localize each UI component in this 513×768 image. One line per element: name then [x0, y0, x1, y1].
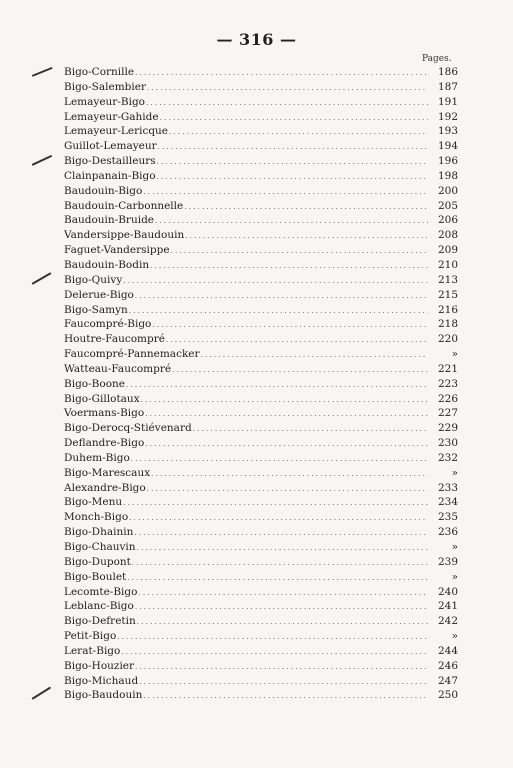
list-item [64, 688, 458, 703]
dot-leader [135, 659, 428, 675]
entry-name: Bigo-Gillotaux [64, 392, 140, 405]
list-item [64, 154, 458, 169]
dot-leader [123, 273, 428, 289]
dot-leader [117, 629, 428, 645]
entry-page-number: 239 [437, 555, 458, 568]
entry-page-number: 198 [437, 169, 458, 182]
dot-leader [135, 288, 428, 304]
entry-name: Bigo-Dupont [64, 555, 131, 568]
entry-page-number: » [451, 541, 458, 553]
dot-leader [146, 95, 428, 111]
dot-leader [158, 139, 428, 155]
entry-page-number: 241 [437, 600, 458, 613]
dot-leader [127, 570, 428, 586]
list-item [64, 510, 458, 525]
entry-name: Watteau-Faucompré [64, 362, 172, 375]
entry-name: Alexandre-Bigo [64, 481, 146, 494]
dot-leader [160, 110, 428, 126]
entry-page-number: 200 [437, 184, 458, 197]
entry-name: Bigo-Defretin [64, 615, 136, 628]
dot-leader [171, 243, 428, 259]
list-item [64, 184, 458, 199]
entry-name: Lemayeur-Bigo [64, 95, 145, 108]
dot-leader [137, 540, 428, 556]
entry-page-number: 210 [437, 258, 458, 271]
dot-leader [150, 258, 428, 274]
dot-leader [169, 124, 428, 140]
dot-leader [131, 451, 428, 467]
entry-page-number: » [451, 466, 458, 479]
entry-page-number: 232 [437, 451, 458, 464]
list-item [64, 481, 458, 496]
pages-column-header: Pages. [422, 54, 452, 64]
entry-page-number: 236 [437, 526, 458, 539]
dot-leader [123, 495, 428, 511]
list-item [64, 555, 458, 570]
list-item [64, 317, 458, 332]
list-item [64, 406, 458, 421]
entry-page-number: 221 [437, 362, 458, 375]
entry-name: Faucompré-Pannemacker [64, 348, 200, 361]
dot-leader [166, 332, 428, 348]
entry-name: Duhem-Bigo [64, 451, 130, 464]
list-item [64, 392, 458, 407]
dot-leader [121, 644, 428, 660]
entry-name: Houtre-Faucompré [64, 333, 165, 346]
dot-leader [143, 688, 428, 704]
dot-leader [139, 674, 428, 690]
list-item [64, 466, 458, 481]
entry-name: Lecomte-Bigo [64, 585, 138, 598]
entry-name: Bigo-Boulet [64, 570, 127, 583]
entry-page-number: 244 [437, 644, 458, 657]
entry-name: Bigo-Salembier [64, 80, 146, 93]
entry-name: Bigo-Marescaux [64, 466, 151, 479]
entry-page-number: 223 [437, 377, 458, 390]
entry-page-number: 206 [437, 214, 458, 227]
entry-page-number: 226 [437, 392, 458, 405]
entry-page-number: 216 [437, 303, 458, 316]
entry-page-number: 215 [437, 288, 458, 301]
dot-leader [129, 510, 428, 526]
entry-page-number: 247 [437, 674, 458, 687]
list-item [64, 243, 458, 258]
entry-name: Lemayeur-Lericque [64, 125, 169, 138]
entry-name: Bigo-Baudouin [64, 689, 143, 702]
entry-name: Baudouin-Bigo [64, 184, 143, 197]
dot-leader [132, 555, 428, 571]
entry-page-number: 230 [437, 437, 458, 450]
pen-tick-mark-icon [31, 687, 51, 700]
page-number: — 316 — [216, 30, 297, 49]
entry-name: Deflandre-Bigo [64, 437, 145, 450]
list-item [64, 139, 458, 154]
list-item [64, 362, 458, 377]
entry-page-number: 218 [437, 318, 458, 331]
entry-name: Faguet-Vandersippe [64, 244, 170, 257]
dot-leader [185, 228, 428, 244]
list-item [64, 347, 458, 362]
list-item [64, 273, 458, 288]
entry-name: Baudouin-Carbonnelle [64, 199, 184, 212]
entry-name: Petit-Bigo [64, 630, 117, 643]
dot-leader [147, 80, 428, 96]
table-of-contents [64, 65, 458, 703]
list-item [64, 95, 458, 110]
list-item [64, 377, 458, 392]
dot-leader [135, 65, 428, 81]
entry-page-number: 191 [437, 95, 458, 108]
list-item [64, 599, 458, 614]
entry-name: Lemayeur-Gahide [64, 110, 159, 123]
entry-name: Monch-Bigo [64, 511, 129, 524]
entry-page-number: 193 [437, 125, 458, 138]
dot-leader [137, 614, 428, 630]
list-item [64, 124, 458, 139]
entry-page-number: 187 [437, 80, 458, 93]
entry-name: Bigo-Boone [64, 377, 126, 390]
dot-leader [129, 303, 428, 319]
dot-leader [135, 599, 428, 615]
pen-tick-mark-icon [32, 67, 53, 77]
dot-leader [157, 154, 428, 170]
entry-page-number: 196 [437, 155, 458, 168]
entry-name: Bigo-Menu [64, 496, 123, 509]
dot-leader [145, 406, 428, 422]
entry-page-number: » [451, 630, 458, 643]
list-item [64, 169, 458, 184]
entry-name: Bigo-Dhainin [64, 526, 134, 539]
list-item [64, 110, 458, 125]
entry-page-number: 194 [437, 140, 458, 153]
dot-leader [184, 199, 428, 215]
entry-page-number: 229 [437, 422, 458, 435]
dot-leader [152, 317, 428, 333]
entry-name: Lerat-Bigo [64, 644, 121, 657]
list-item [64, 674, 458, 689]
entry-page-number: 246 [437, 659, 458, 672]
entry-name: Guillot-Lemayeur [64, 140, 157, 153]
dot-leader [172, 362, 428, 378]
entry-name: Bigo-Houzier [64, 659, 135, 672]
list-item [64, 303, 458, 318]
list-item [64, 644, 458, 659]
list-item [64, 495, 458, 510]
entry-page-number: 250 [437, 689, 458, 702]
list-item [64, 80, 458, 95]
dot-leader [151, 466, 428, 482]
pen-tick-mark-icon [32, 155, 53, 166]
dot-leader [134, 525, 428, 541]
list-item [64, 421, 458, 436]
list-item [64, 436, 458, 451]
dot-leader [147, 481, 428, 497]
entry-name: Leblanc-Bigo [64, 600, 134, 613]
list-item [64, 228, 458, 243]
entry-page-number: 234 [437, 496, 458, 509]
entry-page-number: 186 [437, 66, 458, 78]
dot-leader [155, 213, 428, 229]
list-item [64, 451, 458, 466]
entry-page-number: 192 [437, 110, 458, 123]
entry-page-number: 220 [437, 333, 458, 346]
entry-name: Baudouin-Bodin [64, 258, 150, 271]
list-item [64, 540, 458, 555]
entry-name: Delerue-Bigo [64, 288, 134, 301]
list-item [64, 258, 458, 273]
entry-name: Bigo-Michaud [64, 674, 139, 687]
dot-leader [201, 347, 428, 363]
entry-page-number: 208 [437, 229, 458, 242]
entry-name: Clainpanain-Bigo [64, 169, 156, 182]
entry-name: Bigo-Derocq-Stiévenard [64, 422, 192, 435]
dot-leader [157, 169, 428, 185]
entry-page-number: » [451, 348, 458, 361]
entry-page-number: 227 [437, 407, 458, 420]
pen-tick-mark-icon [32, 272, 52, 285]
entry-page-number: 235 [437, 511, 458, 524]
entry-name: Baudouin-Bruide [64, 214, 155, 227]
entry-name: Vandersippe-Baudouin [64, 229, 185, 242]
list-item [64, 585, 458, 600]
entry-name: Bigo-Chauvin [64, 541, 136, 553]
list-item [64, 629, 458, 644]
entry-page-number: 233 [437, 481, 458, 494]
entry-name: Voermans-Bigo [64, 407, 145, 420]
entry-name: Bigo-Destailleurs [64, 155, 156, 168]
list-item [64, 65, 458, 80]
entry-page-number: 240 [437, 585, 458, 598]
dot-leader [145, 436, 428, 452]
dot-leader [141, 392, 428, 408]
entry-page-number: 205 [437, 199, 458, 212]
list-item [64, 614, 458, 629]
list-item [64, 659, 458, 674]
entry-name: Bigo-Samyn [64, 303, 128, 316]
entry-page-number: 242 [437, 615, 458, 628]
entry-name: Faucompré-Bigo [64, 318, 152, 331]
dot-leader [143, 184, 428, 200]
list-item [64, 332, 458, 347]
entry-name: Bigo-Cornille [64, 66, 135, 78]
list-item [64, 525, 458, 540]
entry-page-number: 213 [437, 273, 458, 286]
entry-page-number: 209 [437, 244, 458, 257]
list-item [64, 213, 458, 228]
dot-leader [193, 421, 428, 437]
list-item [64, 570, 458, 585]
list-item [64, 199, 458, 214]
dot-leader [126, 377, 428, 393]
entry-page-number: » [451, 570, 458, 583]
list-item [64, 288, 458, 303]
dot-leader [138, 585, 428, 601]
entry-name: Bigo-Quivy [64, 273, 123, 286]
